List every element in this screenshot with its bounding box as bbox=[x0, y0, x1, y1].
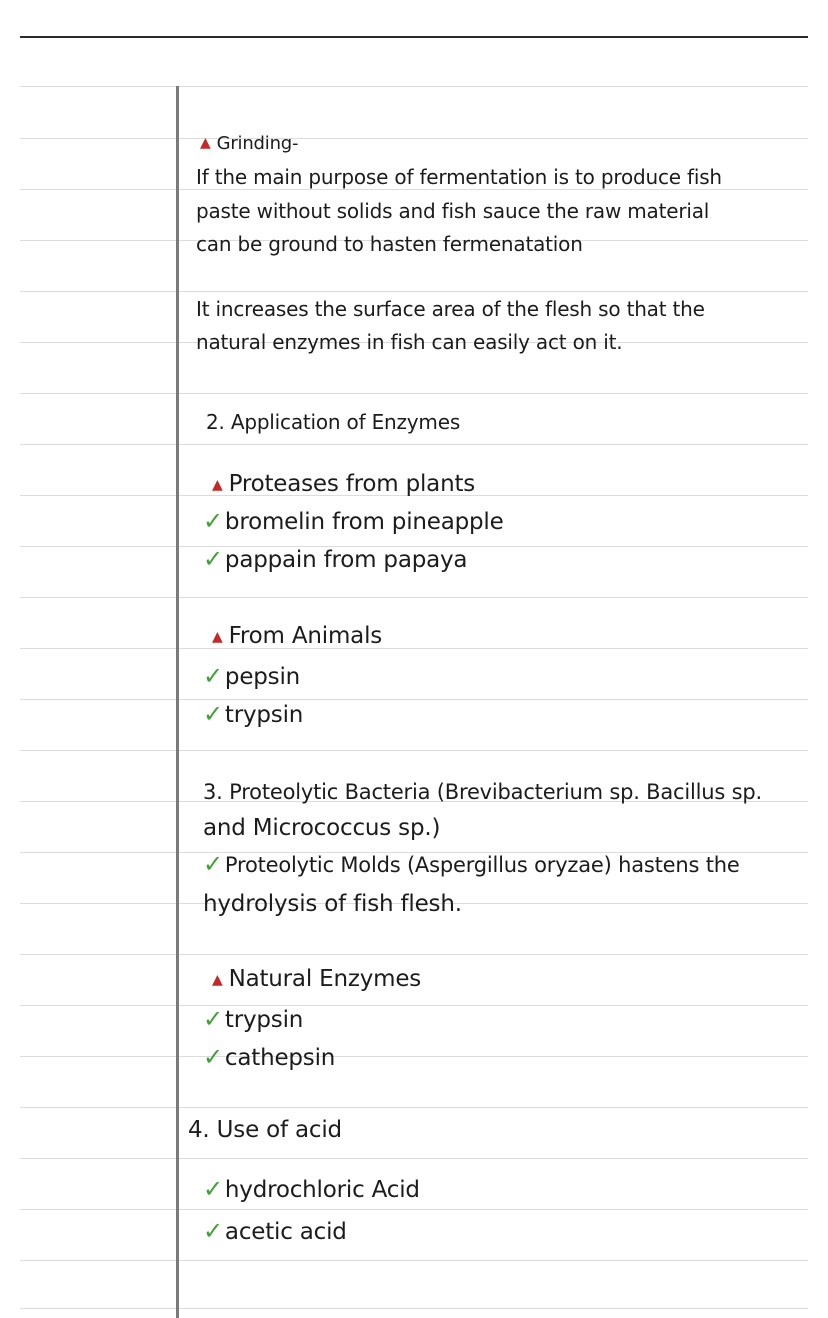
ruled-line bbox=[20, 1209, 808, 1210]
ruled-line bbox=[20, 393, 808, 394]
grinding-line: paste without solids and fish sauce the raw material bbox=[196, 199, 710, 223]
checkmark-icon: ✓ bbox=[203, 850, 223, 878]
list-item: ✓pepsin bbox=[203, 662, 301, 690]
ruled-line bbox=[20, 86, 808, 87]
checkmark-icon: ✓ bbox=[203, 507, 223, 535]
ruled-line bbox=[20, 138, 808, 139]
animals-subheading: ▲ From Animals bbox=[212, 623, 383, 649]
enzymes-heading: 2. Application of Enzymes bbox=[206, 410, 461, 434]
ruled-line bbox=[20, 750, 808, 751]
list-item: ✓bromelin from pineapple bbox=[203, 507, 504, 535]
checkmark-icon: ✓ bbox=[203, 700, 223, 728]
bacteria-line: 3. Proteolytic Bacteria (Brevibacterium sp. Bacillus sp. bbox=[203, 780, 762, 804]
checkmark-icon: ✓ bbox=[203, 1043, 223, 1071]
checkmark-icon: ✓ bbox=[203, 1217, 223, 1245]
molds-line: ✓Proteolytic Molds (Aspergillus oryzae) hastens the bbox=[203, 850, 740, 878]
ruled-line bbox=[20, 1056, 808, 1057]
acid-heading: 4. Use of acid bbox=[188, 1117, 342, 1143]
ruled-line bbox=[20, 189, 808, 190]
list-item: ✓trypsin bbox=[203, 700, 304, 728]
grinding-reason-line: It increases the surface area of the flesh so that the bbox=[196, 297, 705, 321]
list-item: ✓pappain from papaya bbox=[203, 545, 468, 573]
margin-line bbox=[176, 86, 179, 1318]
ruled-line bbox=[20, 1158, 808, 1159]
grinding-line: If the main purpose of fermentation is to produce fish bbox=[196, 165, 722, 189]
triangle-bullet-icon: ▲ bbox=[212, 972, 223, 988]
checkmark-icon: ✓ bbox=[203, 662, 223, 690]
natural-enzymes-subheading: ▲ Natural Enzymes bbox=[212, 966, 422, 992]
ruled-line bbox=[20, 1308, 808, 1309]
ruled-line bbox=[20, 1260, 808, 1261]
grinding-line: can be ground to hasten fermenatation bbox=[196, 232, 583, 256]
triangle-bullet-icon: ▲ bbox=[200, 135, 211, 151]
list-item: ✓hydrochloric Acid bbox=[203, 1175, 420, 1203]
checkmark-icon: ✓ bbox=[203, 1175, 223, 1203]
ruled-line bbox=[20, 291, 808, 292]
top-rule bbox=[20, 36, 808, 38]
list-item: ✓acetic acid bbox=[203, 1217, 347, 1245]
list-item: ✓cathepsin bbox=[203, 1043, 336, 1071]
plants-subheading: ▲ Proteases from plants bbox=[212, 471, 476, 497]
triangle-bullet-icon: ▲ bbox=[212, 629, 223, 645]
grinding-reason-line: natural enzymes in fish can easily act on it. bbox=[196, 330, 623, 354]
ruled-line bbox=[20, 699, 808, 700]
ruled-line bbox=[20, 648, 808, 649]
list-item: ✓trypsin bbox=[203, 1005, 304, 1033]
ruled-line bbox=[20, 597, 808, 598]
ruled-line bbox=[20, 1005, 808, 1006]
bacteria-line: and Micrococcus sp.) bbox=[203, 815, 441, 841]
molds-line: hydrolysis of fish flesh. bbox=[203, 891, 462, 917]
checkmark-icon: ✓ bbox=[203, 1005, 223, 1033]
checkmark-icon: ✓ bbox=[203, 545, 223, 573]
ruled-line bbox=[20, 1107, 808, 1108]
ruled-line bbox=[20, 954, 808, 955]
grinding-heading: ▲ Grinding- bbox=[200, 133, 299, 154]
ruled-line bbox=[20, 444, 808, 445]
triangle-bullet-icon: ▲ bbox=[212, 477, 223, 493]
